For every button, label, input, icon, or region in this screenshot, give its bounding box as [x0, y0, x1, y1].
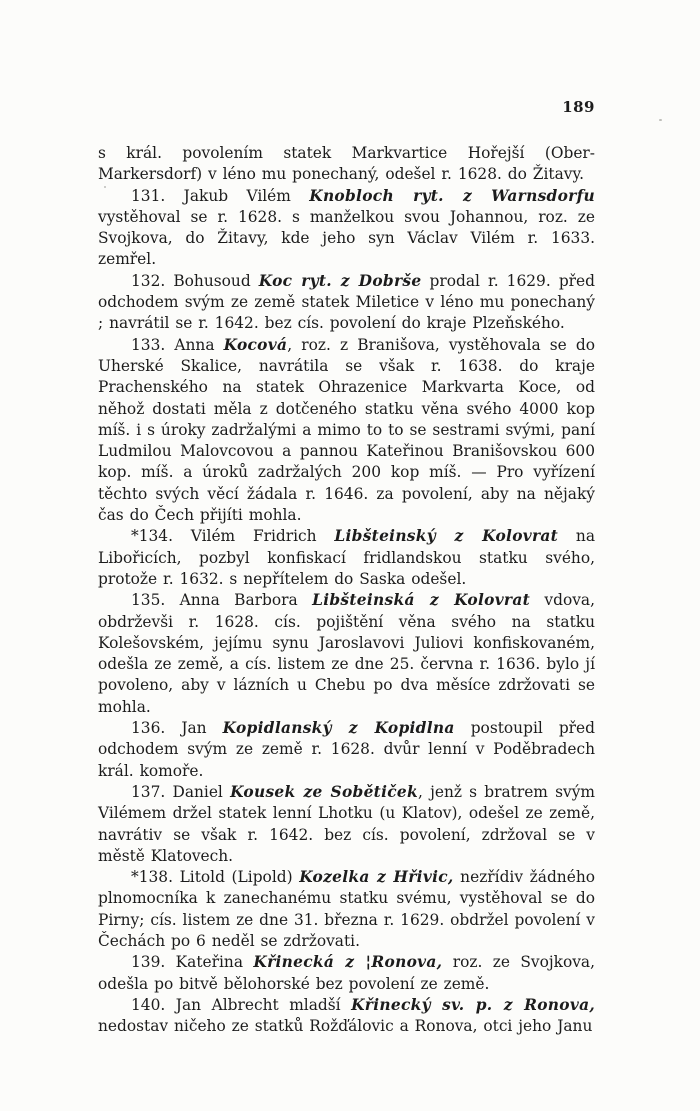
- person-name-emphasis: Libšteinský z Kolovrat: [334, 527, 559, 546]
- content-column: [98, 98, 595, 1037]
- scan-speck: [659, 119, 662, 121]
- paragraph: [98, 271, 595, 335]
- paragraph: [98, 526, 595, 590]
- person-name-emphasis: Libšteinská z Kolovrat: [312, 591, 531, 610]
- paragraph: [98, 335, 595, 527]
- paragraph: [98, 590, 595, 718]
- person-name-emphasis: Kocová: [223, 335, 288, 354]
- page-number: 189: [562, 98, 595, 116]
- text-segment: , jenž s bratrem svým Vilémem držel statek lenní Lhotku (u Klatov), odešel ze země, navrátiv se však r. 1642. bez cís. povolení, zdržoval se v městě Klatovech.: [98, 782, 595, 865]
- person-name-emphasis: Knobloch ryt. z Warnsdorfu: [309, 186, 595, 205]
- text-segment: s král. povolením statek Markvartice Hořejší (Ober-Markersdorf) v léno mu ponechaný, odešel r. 1628. do Žitavy.: [98, 144, 595, 184]
- text-segment: 136. Jan: [131, 719, 223, 738]
- text-segment: 137. Daniel: [131, 782, 231, 801]
- text-segment: prodal r. 1629. před odchodem svým ze země statek Miletice v léno mu ponechaný ; navrátil se r. 1642. bez cís. povolení do kraje Plzeňského.: [98, 271, 595, 333]
- text-segment: 132. Bohusoud: [131, 271, 259, 290]
- paragraph: [98, 186, 595, 271]
- text-segment: *134. Vilém Fridrich: [131, 527, 335, 546]
- person-name-emphasis: Křinecký sv. p. z Ronova,: [351, 995, 595, 1014]
- paragraph: [98, 952, 595, 995]
- person-name-emphasis: Kousek ze Sobětiček: [230, 782, 418, 801]
- paragraph: [98, 867, 595, 952]
- person-name-emphasis: Koc ryt. z Dobrše: [258, 271, 422, 290]
- text-segment: 135. Anna Barbora: [131, 591, 313, 610]
- text-segment: roz. ze Svojkova, odešla po bitvě bělohorské bez povolení ze země.: [98, 953, 595, 993]
- paragraph: [98, 782, 595, 867]
- scan-speck: [104, 186, 106, 188]
- text-segment: 139. Kateřina: [131, 953, 254, 972]
- paragraph: [98, 718, 595, 782]
- person-name-emphasis: Kozelka z Hřivic,: [299, 868, 454, 887]
- text-segment: *138. Litold (Lipold): [131, 868, 300, 887]
- text-segment: 133. Anna: [131, 335, 224, 354]
- person-name-emphasis: Kopidlanský z Kopidlna: [222, 719, 455, 738]
- text-segment: na Libořicích, pozbyl konfiskací fridlandskou statku svého, protože r. 1632. s nepřítelem do Saska odešel.: [98, 527, 595, 588]
- text-segment: , roz. z Branišova, vystěhovala se do Uherské Skalice, navrátila se však r. 1638. do kraje Prachenského na statek Ohrazenice Markvarta Koce, od něhož dostati měla z dotčeného statku věna svého 4000 kop míš. i s úroky zadržalými a mimo to to se sestrami svými, paní Ludmilou Malovcovou a pannou Kateřinou Branišovskou 600 kop. míš. a úroků zadržalých 200 kop míš. — Pro vyřízení těchto svých věcí žádala r. 1646. za povolení, aby na nějaký čas do Čech přijíti mohla.: [98, 335, 596, 525]
- text-segment: nezřídiv žádného plnomocníka k zanechanému statku svému, vystěhoval se do Pirny; cís. listem ze dne 31. března r. 1629. obdržel povolení v Čechách po 6 neděl se zdržovati.: [98, 868, 596, 950]
- text-segment: 140. Jan Albrecht mladší: [131, 995, 352, 1014]
- person-name-emphasis: Křinecká z ¦Ronova,: [253, 953, 443, 972]
- text-segment: 131. Jakub Vilém: [131, 186, 310, 205]
- text-block: [98, 143, 595, 1037]
- text-segment: vystěhoval se r. 1628. s manželkou svou Johannou, roz. ze Svojkova, do Žitavy, kde jeho syn Václav Vilém r. 1633. zemřel.: [98, 207, 595, 269]
- text-segment: vdova, obdrževši r. 1628. cís. pojištění věna svého na statku Kolešovském, jejímu synu Jaroslavovi Juliovi konfiskovaném, odešla ze země, a cís. listem ze dne 25. června r. 1636. bylo jí povoleno, aby v lázních u Chebu po dva měsíce zdržovati se mohla.: [98, 591, 596, 716]
- paragraph: [98, 143, 595, 186]
- text-segment: nedostav ničeho ze statků Rožďálovic a Ronova, otci jeho Janu: [98, 1017, 593, 1036]
- paragraph: [98, 995, 595, 1038]
- text-segment: postoupil před odchodem svým ze země r. 1628. dvůr lenní v Poděbradech král. komoře.: [98, 719, 596, 780]
